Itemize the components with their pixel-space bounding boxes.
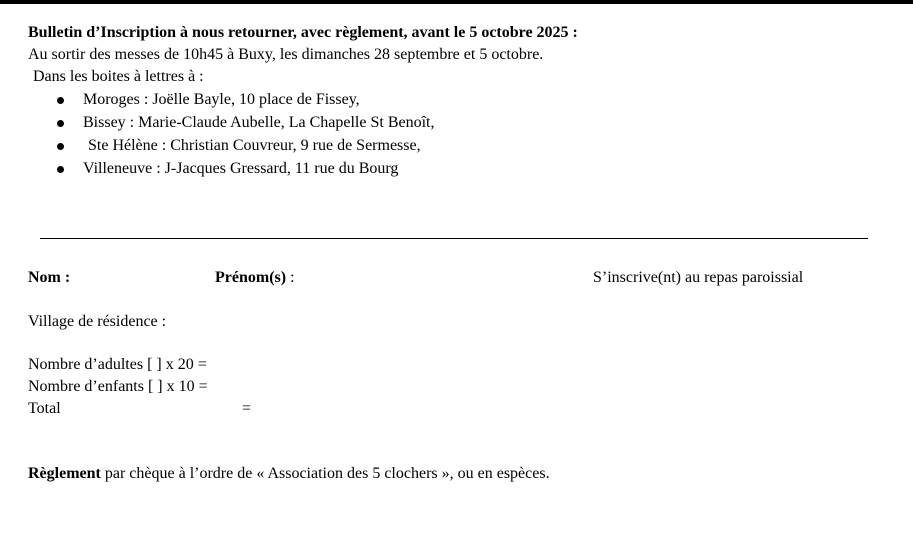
list-item: Bissey : Marie-Claude Aubelle, La Chapelle St Benoît, bbox=[83, 114, 435, 131]
list-item: Ste Hélène : Christian Couvreur, 9 rue de Sermesse, bbox=[88, 137, 421, 154]
payment-line: Règlement par chèque à l’ordre de « Association des 5 clochers », ou en espèces. bbox=[28, 465, 550, 482]
separator-line bbox=[40, 238, 868, 239]
top-border bbox=[0, 0, 913, 4]
children-line: Nombre d’enfants [ ] x 10 = bbox=[28, 378, 208, 395]
nom-label: Nom : bbox=[28, 269, 71, 286]
total-label: Total bbox=[28, 400, 61, 417]
mailbox-intro-line: Dans les boites à lettres à : bbox=[33, 68, 204, 85]
prenom-label: Prénom(s) : bbox=[215, 269, 295, 286]
list-item: Villeneuve : J-Jacques Gressard, 11 rue du Bourg bbox=[83, 160, 399, 177]
mass-info-line: Au sortir des messes de 10h45 à Buxy, les dimanches 28 septembre et 5 octobre. bbox=[28, 46, 544, 63]
bullet-icon bbox=[57, 143, 64, 150]
bullet-icon bbox=[57, 120, 64, 127]
village-label: Village de résidence : bbox=[28, 313, 167, 330]
form-title: Bulletin d’Inscription à nous retourner, avec règlement, avant le 5 octobre 2025 : bbox=[28, 24, 578, 41]
list-item: Moroges : Joëlle Bayle, 10 place de Fissey, bbox=[83, 91, 360, 108]
inscription-text: S’inscrive(nt) au repas paroissial bbox=[593, 269, 804, 286]
adults-line: Nombre d’adultes [ ] x 20 = bbox=[28, 356, 207, 373]
bullet-icon bbox=[57, 166, 64, 173]
total-equals: = bbox=[242, 400, 252, 417]
bullet-icon bbox=[57, 97, 64, 104]
